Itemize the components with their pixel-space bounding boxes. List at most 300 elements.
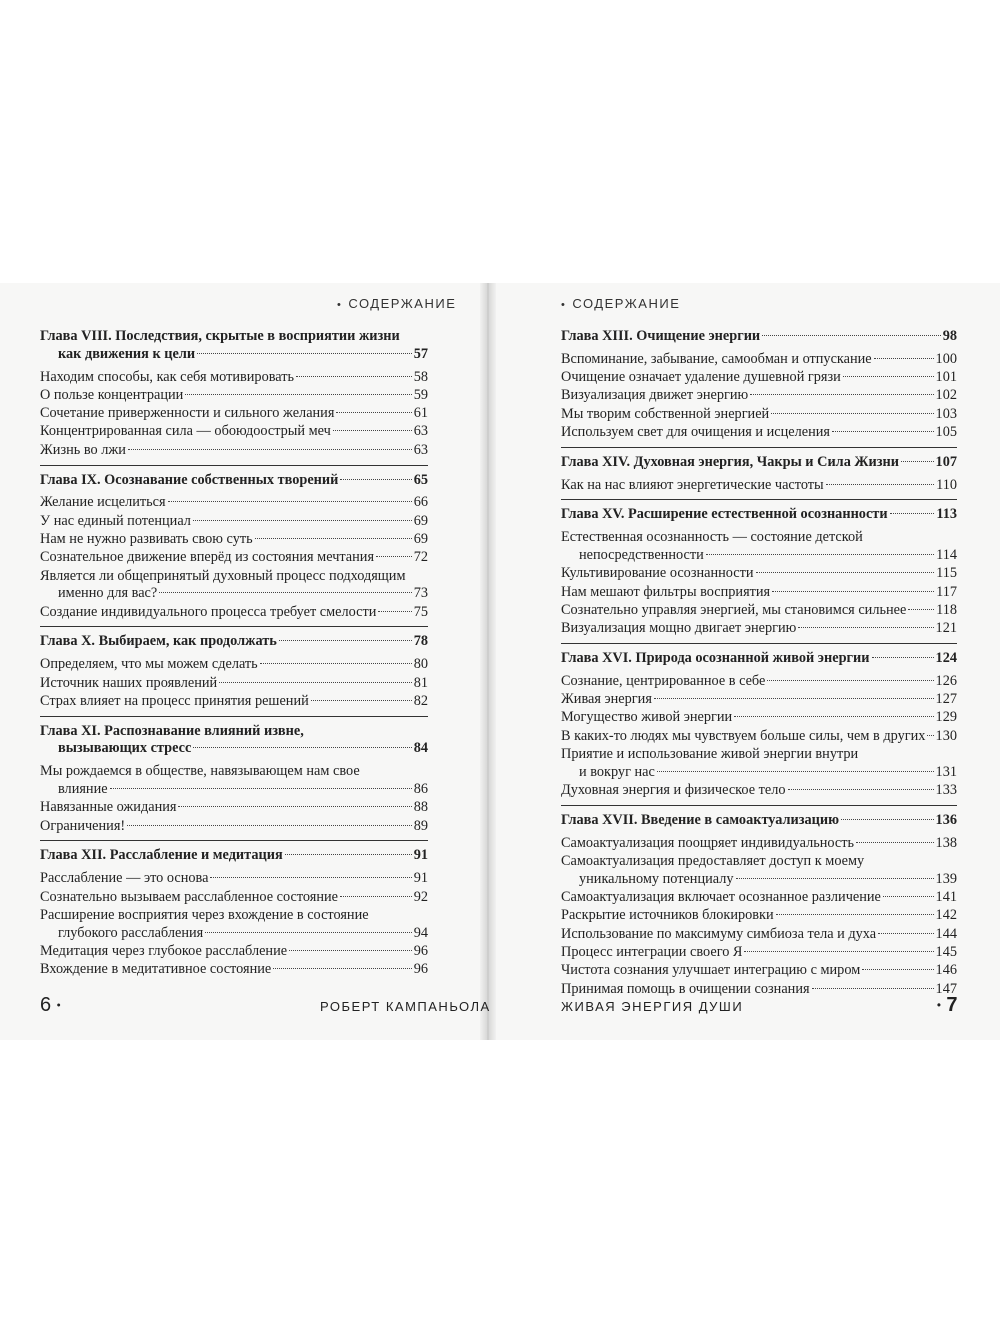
toc-entry-row-page: 72 bbox=[413, 549, 428, 566]
chapter-heading-page: 107 bbox=[935, 453, 957, 470]
toc-entry-row-title: Сознание, центрированное в себе bbox=[561, 672, 766, 689]
toc-entry-row-title: Навязанные ожидания bbox=[40, 799, 177, 816]
toc-entry bbox=[561, 620, 957, 638]
toc-entry-row bbox=[40, 781, 428, 799]
toc-entry bbox=[40, 531, 428, 549]
toc-entry-row bbox=[561, 926, 957, 944]
toc-entry-row-title: Визуализация движет энергию bbox=[561, 387, 749, 404]
dot-leader bbox=[205, 932, 412, 933]
toc-entry-row-title: Очищение означает удаление душевной грязи bbox=[561, 369, 841, 386]
toc-entry-row-page: 80 bbox=[413, 656, 428, 673]
chapter-heading-title: Глава XIV. Духовная энергия, Чакры и Сила Жизни bbox=[561, 453, 900, 470]
toc-entry-row-page: 81 bbox=[413, 674, 428, 691]
toc-entry-row-page: 102 bbox=[935, 387, 957, 404]
chapter-heading bbox=[561, 454, 957, 472]
dot-leader bbox=[812, 988, 934, 989]
dot-leader bbox=[856, 842, 934, 843]
chapter-heading-title: как движения к цели bbox=[58, 345, 196, 362]
toc-entry-row-page: 63 bbox=[413, 423, 428, 440]
chapter-heading-page: 98 bbox=[942, 328, 957, 344]
toc-entry bbox=[561, 709, 957, 727]
toc-entry-row bbox=[561, 907, 957, 925]
chapter-block bbox=[40, 716, 428, 836]
page-number-right bbox=[937, 994, 958, 1017]
toc-entry-row bbox=[40, 585, 428, 603]
toc-entry-row bbox=[561, 944, 957, 962]
section-title-right: СОДЕРЖАНИЕ bbox=[572, 296, 681, 311]
toc-entry bbox=[561, 746, 957, 782]
toc-entry-row bbox=[561, 889, 957, 907]
chapter-heading-page: 91 bbox=[413, 847, 428, 864]
toc-entry-row-page: 100 bbox=[935, 350, 957, 367]
toc-entry-row bbox=[561, 565, 957, 583]
toc-entry-line1: Является ли общепринятый духовный процесс подходящим bbox=[40, 567, 406, 584]
toc-entry-row-title: Раскрытие источников блокировки bbox=[561, 907, 774, 924]
dot-leader bbox=[756, 572, 935, 573]
toc-entry-row-title: Принимая помощь в очищении сознания bbox=[561, 980, 810, 997]
toc-entry bbox=[40, 442, 428, 460]
toc-entry-row-title: Как на нас влияют энергетические частоты bbox=[561, 476, 824, 493]
toc-entry-row-page: 131 bbox=[935, 763, 957, 780]
chapter-heading bbox=[40, 346, 428, 364]
dot-leader bbox=[376, 556, 412, 557]
toc-entry bbox=[40, 870, 428, 888]
toc-entry-row-title: Вспоминание, забывание, самообман и отпускание bbox=[561, 350, 872, 367]
toc-entry-row bbox=[40, 818, 428, 836]
dot-leader bbox=[159, 592, 411, 593]
toc-entry-row-page: 69 bbox=[413, 512, 428, 529]
dot-leader bbox=[333, 430, 412, 431]
dot-leader bbox=[340, 896, 412, 897]
chapter-heading bbox=[40, 740, 428, 758]
toc-entry-row bbox=[561, 351, 957, 369]
bullet-icon: • bbox=[561, 299, 567, 311]
toc-entry-row-title: Нам не нужно развивать свою суть bbox=[40, 530, 253, 547]
toc-entry-row-title: Находим способы, как себя мотивировать bbox=[40, 368, 295, 385]
toc-entry bbox=[561, 565, 957, 583]
dot-leader bbox=[289, 950, 412, 951]
toc-entry-row-title: Живая энергия bbox=[561, 691, 652, 708]
dot-leader bbox=[901, 461, 934, 462]
toc-entry-row bbox=[561, 691, 957, 709]
chapter-block bbox=[561, 499, 957, 638]
dot-leader bbox=[843, 376, 934, 377]
toc-entry-row-page: 82 bbox=[413, 692, 428, 709]
dot-leader bbox=[734, 716, 933, 717]
dot-leader bbox=[336, 412, 411, 413]
toc-entry bbox=[561, 962, 957, 980]
chapter-heading bbox=[561, 650, 957, 668]
toc-entry-row-page: 141 bbox=[935, 889, 957, 906]
toc-entry bbox=[561, 926, 957, 944]
toc-entry-row-page: 59 bbox=[413, 386, 428, 403]
page-number-left bbox=[40, 994, 61, 1017]
chapter-heading bbox=[40, 847, 428, 865]
dot-leader bbox=[772, 591, 934, 592]
chapter-block bbox=[561, 805, 957, 998]
toc-entry-row-page: 103 bbox=[935, 405, 957, 422]
toc-entry-row-page: 127 bbox=[935, 691, 957, 708]
toc-entry-row-page: 96 bbox=[413, 942, 428, 959]
dot-leader bbox=[862, 969, 933, 970]
chapter-block bbox=[40, 328, 428, 460]
toc-entry-row-page: 121 bbox=[935, 620, 957, 637]
toc-entry-row bbox=[40, 693, 428, 711]
chapter-block bbox=[561, 328, 957, 442]
toc-entry-row-title: Чистота сознания улучшает интеграцию с миром bbox=[561, 962, 861, 979]
bullet-icon: • bbox=[56, 999, 61, 1012]
toc-entry-row-page: 61 bbox=[413, 405, 428, 422]
dot-leader bbox=[285, 854, 412, 855]
toc-entry-row-page: 126 bbox=[935, 672, 957, 689]
dot-leader bbox=[210, 877, 411, 878]
toc-entry bbox=[561, 387, 957, 405]
toc-entry-row bbox=[40, 513, 428, 531]
toc-entry-row-page: 92 bbox=[413, 888, 428, 905]
toc-entry-row bbox=[40, 799, 428, 817]
toc-entry-row bbox=[561, 602, 957, 620]
chapter-heading-page: 57 bbox=[413, 345, 428, 362]
dot-leader bbox=[255, 538, 412, 539]
dot-leader bbox=[832, 431, 934, 432]
toc-entry-row-title: Ограничения! bbox=[40, 817, 126, 834]
toc-entry-row-title: Сознательно вызываем расслабленное состояние bbox=[40, 888, 339, 905]
toc-entry-row-title: Сознательно управляя энергией, мы становимся сильнее bbox=[561, 601, 907, 618]
toc-entry bbox=[40, 656, 428, 674]
toc-entry bbox=[561, 529, 957, 565]
toc-entry bbox=[40, 369, 428, 387]
dot-leader bbox=[788, 789, 934, 790]
toc-entry bbox=[40, 763, 428, 799]
chapter-block bbox=[561, 643, 957, 800]
toc-entry-row-page: 139 bbox=[935, 870, 957, 887]
chapter-heading-title: Глава X. Выбираем, как продолжать bbox=[40, 633, 277, 650]
toc-entry-row bbox=[561, 424, 957, 442]
toc-entry-row bbox=[40, 531, 428, 549]
toc-entry-row-title: Используем свет для очищения и исцеления bbox=[561, 423, 830, 440]
toc-entry-row-page: 101 bbox=[935, 369, 957, 386]
toc-entry-row bbox=[561, 477, 957, 495]
toc-entry bbox=[40, 675, 428, 693]
chapter-heading-page: 65 bbox=[413, 471, 428, 488]
book-title: ЖИВАЯ ЭНЕРГИЯ ДУШИ bbox=[561, 999, 744, 1014]
toc-right bbox=[561, 328, 957, 998]
toc-left bbox=[40, 328, 428, 979]
toc-entry-row-title: именно для вас? bbox=[58, 585, 158, 602]
toc-entry-row bbox=[40, 369, 428, 387]
toc-entry-row bbox=[40, 675, 428, 693]
author-name: РОБЕРТ КАМПАНЬОЛА bbox=[320, 999, 491, 1014]
toc-entry-row-page: 110 bbox=[936, 476, 957, 493]
dot-leader bbox=[128, 449, 412, 450]
chapter-heading-title: Глава XVII. Введение в самоактуализацию bbox=[561, 811, 840, 828]
toc-entry-row bbox=[40, 442, 428, 460]
toc-entry bbox=[40, 818, 428, 836]
toc-entry-row-page: 130 bbox=[935, 727, 957, 744]
dot-leader bbox=[826, 484, 934, 485]
toc-entry bbox=[40, 799, 428, 817]
toc-entry-row-page: 66 bbox=[413, 494, 428, 511]
toc-entry-row bbox=[40, 656, 428, 674]
dot-leader bbox=[110, 788, 412, 789]
dot-leader bbox=[657, 771, 934, 772]
toc-entry bbox=[40, 604, 428, 622]
chapter-block bbox=[40, 465, 428, 622]
chapter-heading bbox=[561, 506, 957, 524]
toc-entry-row bbox=[40, 604, 428, 622]
toc-entry bbox=[561, 584, 957, 602]
section-title-left: СОДЕРЖАНИЕ bbox=[348, 296, 457, 311]
chapter-heading bbox=[40, 633, 428, 651]
toc-entry bbox=[561, 351, 957, 369]
toc-entry bbox=[561, 728, 957, 746]
toc-entry bbox=[40, 494, 428, 512]
toc-entry-row-page: 75 bbox=[413, 603, 428, 620]
toc-entry-row bbox=[561, 387, 957, 405]
toc-entry bbox=[40, 513, 428, 531]
chapter-heading-page: 78 bbox=[413, 633, 428, 650]
toc-entry bbox=[561, 981, 957, 999]
book-spine bbox=[480, 283, 496, 1040]
toc-entry-row-page: 86 bbox=[413, 781, 428, 798]
dot-leader bbox=[193, 520, 412, 521]
dot-leader bbox=[762, 335, 941, 336]
dot-leader bbox=[744, 951, 933, 952]
toc-entry-row-title: Страх влияет на процесс принятия решений bbox=[40, 692, 309, 709]
toc-entry-row-page: 144 bbox=[935, 925, 957, 942]
toc-entry bbox=[561, 602, 957, 620]
dot-leader bbox=[273, 968, 411, 969]
toc-entry bbox=[561, 369, 957, 387]
toc-entry-row-page: 146 bbox=[935, 962, 957, 979]
toc-entry-row-page: 114 bbox=[936, 546, 957, 563]
toc-entry bbox=[561, 907, 957, 925]
running-head-left bbox=[337, 296, 456, 311]
toc-entry bbox=[40, 907, 428, 943]
toc-entry-row-title: Сознательное движение вперёд из состояния мечтания bbox=[40, 549, 375, 566]
toc-entry-row-title: Создание индивидуального процесса требует смелости bbox=[40, 603, 377, 620]
dot-leader bbox=[883, 896, 934, 897]
chapter-heading bbox=[561, 328, 957, 346]
dot-leader bbox=[890, 513, 935, 514]
toc-entry-row-title: У нас единый потенциал bbox=[40, 512, 191, 529]
toc-entry-row bbox=[561, 962, 957, 980]
toc-entry-row-title: непосредственности bbox=[579, 546, 704, 563]
chapter-heading bbox=[40, 472, 428, 490]
toc-entry-row bbox=[561, 547, 957, 565]
toc-entry-row-title: Желание исцелиться bbox=[40, 494, 166, 511]
toc-entry-row-page: 138 bbox=[935, 834, 957, 851]
page-number: 7 bbox=[946, 994, 958, 1016]
toc-entry-row-title: Вхождение в медитативное состояние bbox=[40, 961, 272, 978]
dot-leader bbox=[197, 353, 412, 354]
toc-entry-row-page: 105 bbox=[935, 423, 957, 440]
toc-entry-row-title: Культивирование осознанности bbox=[561, 565, 754, 582]
toc-entry-row-title: Определяем, что мы можем сделать bbox=[40, 656, 258, 673]
toc-entry-row-page: 133 bbox=[935, 782, 957, 799]
toc-entry bbox=[561, 673, 957, 691]
chapter-heading-title: вызывающих стресс bbox=[58, 740, 192, 757]
chapter-heading-page: 113 bbox=[936, 506, 957, 523]
toc-entry-row bbox=[40, 925, 428, 943]
toc-entry-row bbox=[561, 835, 957, 853]
toc-entry-row-page: 118 bbox=[936, 601, 957, 618]
chapter-block bbox=[561, 447, 957, 495]
dot-leader bbox=[872, 657, 934, 658]
dot-leader bbox=[340, 479, 411, 480]
dot-leader bbox=[706, 554, 934, 555]
toc-entry-row-page: 117 bbox=[936, 583, 957, 600]
toc-entry-row bbox=[40, 889, 428, 907]
toc-entry-row-page: 129 bbox=[935, 709, 957, 726]
toc-entry-row-title: Могущество живой энергии bbox=[561, 709, 733, 726]
toc-entry bbox=[40, 889, 428, 907]
toc-entry-row-title: Визуализация мощно двигает энергию bbox=[561, 620, 797, 637]
toc-entry-row-title: Сочетание приверженности и сильного желания bbox=[40, 405, 335, 422]
toc-entry-row bbox=[40, 423, 428, 441]
toc-entry-line1: Расширение восприятия через вхождение в состояние bbox=[40, 906, 369, 923]
toc-entry bbox=[561, 944, 957, 962]
toc-entry-row bbox=[40, 961, 428, 979]
dot-leader bbox=[378, 611, 411, 612]
toc-entry-row-page: 91 bbox=[413, 870, 428, 887]
toc-entry-row-title: Жизнь во лжи bbox=[40, 441, 126, 458]
toc-entry-row-title: Медитация через глубокое расслабление bbox=[40, 942, 288, 959]
chapter-heading-title: Глава XIII. Очищение энергии bbox=[561, 328, 761, 344]
bullet-icon: • bbox=[937, 999, 941, 1012]
toc-entry bbox=[561, 782, 957, 800]
chapter-heading-page: 136 bbox=[935, 811, 957, 828]
chapter-heading bbox=[561, 812, 957, 830]
toc-entry-row bbox=[561, 728, 957, 746]
toc-entry bbox=[561, 406, 957, 424]
toc-entry bbox=[40, 961, 428, 979]
toc-entry-row bbox=[561, 369, 957, 387]
toc-entry-row-page: 88 bbox=[413, 799, 428, 816]
dot-leader bbox=[654, 698, 934, 699]
toc-entry-row bbox=[561, 981, 957, 999]
dot-leader bbox=[193, 747, 411, 748]
dot-leader bbox=[927, 735, 933, 736]
toc-entry bbox=[561, 477, 957, 495]
toc-entry-row-title: Концентрированная сила — обоюдоострый меч bbox=[40, 423, 331, 440]
chapter-heading-title: Глава XII. Расслабление и медитация bbox=[40, 847, 283, 864]
toc-entry bbox=[561, 424, 957, 442]
toc-entry bbox=[40, 568, 428, 604]
toc-entry-row bbox=[561, 406, 957, 424]
toc-entry-row-page: 145 bbox=[935, 943, 957, 960]
toc-entry bbox=[561, 853, 957, 889]
toc-entry-row-title: Использование по максимуму симбиоза тела и духа bbox=[561, 925, 877, 942]
toc-entry-line1: Приятие и использование живой энергии внутри bbox=[561, 745, 859, 762]
toc-entry-row-page: 96 bbox=[413, 961, 428, 978]
toc-entry-row bbox=[40, 405, 428, 423]
chapter-heading-page: 124 bbox=[935, 649, 957, 666]
dot-leader bbox=[219, 682, 412, 683]
toc-entry-row bbox=[561, 709, 957, 727]
dot-leader bbox=[736, 878, 934, 879]
toc-entry-row bbox=[561, 620, 957, 638]
toc-entry-row bbox=[40, 549, 428, 567]
dot-leader bbox=[771, 413, 933, 414]
toc-entry-row bbox=[561, 764, 957, 782]
toc-entry-row-title: Мы творим собственной энергией bbox=[561, 405, 770, 422]
chapter-block bbox=[40, 626, 428, 710]
running-head-right bbox=[561, 296, 680, 311]
toc-entry-line1: Самоактуализация предоставляет доступ к моему bbox=[561, 852, 865, 869]
chapter-title-line1: Глава XI. Распознавание влияний извне, bbox=[40, 722, 304, 739]
toc-entry-line1: Мы рождаемся в обществе, навязывающем нам свое bbox=[40, 763, 360, 780]
toc-entry-row-title: Нам мешают фильтры восприятия bbox=[561, 583, 771, 600]
toc-entry bbox=[561, 835, 957, 853]
toc-entry-row-page: 58 bbox=[413, 368, 428, 385]
dot-leader bbox=[260, 663, 412, 664]
toc-entry-row-title: Самоактуализация включает осознанное различение bbox=[561, 889, 881, 906]
page-number: 6 bbox=[40, 994, 52, 1016]
toc-entry-row-title: Самоактуализация поощряет индивидуальность bbox=[561, 834, 855, 851]
toc-entry-row-title: и вокруг нас bbox=[579, 763, 655, 780]
toc-entry bbox=[40, 943, 428, 961]
toc-entry bbox=[561, 691, 957, 709]
toc-entry-row-title: Духовная энергия и физическое тело bbox=[561, 782, 786, 799]
chapter-heading-page: 84 bbox=[413, 740, 428, 757]
toc-entry-row-title: Расслабление — это основа bbox=[40, 870, 209, 887]
toc-entry-line1: Естественная осознанность — состояние детской bbox=[561, 529, 863, 546]
dot-leader bbox=[874, 358, 934, 359]
toc-entry-row bbox=[561, 584, 957, 602]
dot-leader bbox=[798, 627, 933, 628]
dot-leader bbox=[776, 914, 934, 915]
chapter-heading-title: Глава XV. Расширение естественной осознанности bbox=[561, 506, 888, 523]
dot-leader bbox=[767, 680, 933, 681]
toc-entry bbox=[40, 387, 428, 405]
chapter-block bbox=[40, 840, 428, 979]
chapter-heading-title: Глава XVI. Природа осознанной живой энергии bbox=[561, 649, 870, 666]
toc-entry bbox=[561, 889, 957, 907]
chapter-title-line1: Глава VIII. Последствия, скрытые в восприятии жизни bbox=[40, 328, 400, 344]
toc-entry-row-page: 73 bbox=[413, 585, 428, 602]
toc-entry-row-page: 115 bbox=[936, 565, 957, 582]
dot-leader bbox=[168, 501, 412, 502]
toc-entry-row-page: 142 bbox=[935, 907, 957, 924]
toc-entry bbox=[40, 405, 428, 423]
toc-entry-row-page: 63 bbox=[413, 441, 428, 458]
toc-entry-row bbox=[561, 871, 957, 889]
toc-entry-row-page: 147 bbox=[935, 980, 957, 997]
toc-entry-row-title: глубокого расслабления bbox=[58, 924, 204, 941]
toc-entry-row-page: 89 bbox=[413, 817, 428, 834]
toc-entry-row bbox=[40, 943, 428, 961]
toc-entry-row-title: Источник наших проявлений bbox=[40, 674, 218, 691]
toc-entry bbox=[40, 549, 428, 567]
toc-entry-row-page: 94 bbox=[413, 924, 428, 941]
dot-leader bbox=[750, 394, 933, 395]
dot-leader bbox=[311, 700, 412, 701]
toc-entry-row-title: О пользе концентрации bbox=[40, 386, 184, 403]
toc-entry-row bbox=[561, 673, 957, 691]
toc-entry-row-title: В каких-то людях мы чувствуем больше силы, чем в других bbox=[561, 727, 926, 744]
toc-entry-row-title: уникальному потенциалу bbox=[579, 870, 734, 887]
toc-entry-row bbox=[561, 782, 957, 800]
bullet-icon: • bbox=[337, 299, 343, 311]
dot-leader bbox=[841, 819, 933, 820]
dot-leader bbox=[908, 609, 934, 610]
toc-entry bbox=[40, 423, 428, 441]
toc-entry-row-page: 69 bbox=[413, 530, 428, 547]
chapter-heading-title: Глава IX. Осознавание собственных творений bbox=[40, 471, 339, 488]
toc-entry bbox=[40, 693, 428, 711]
toc-entry-row bbox=[40, 494, 428, 512]
